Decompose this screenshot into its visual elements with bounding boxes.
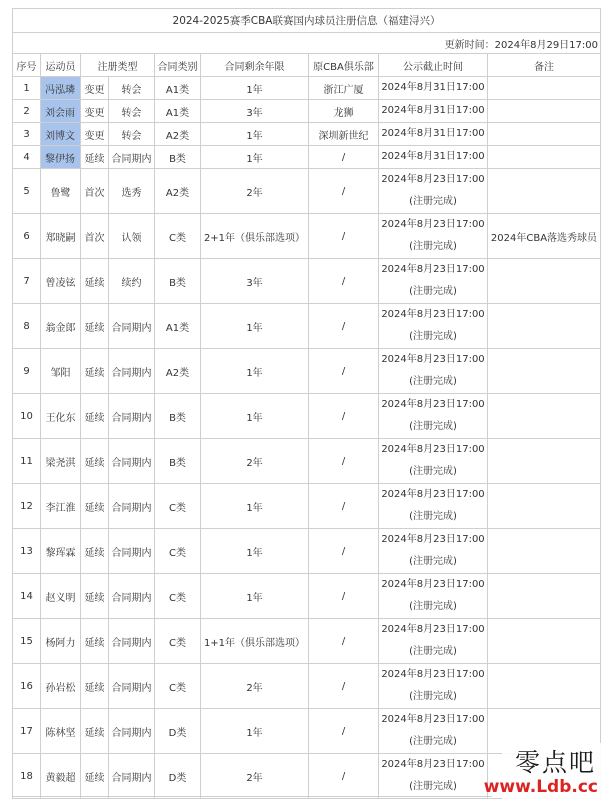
- former-club: /: [309, 169, 379, 214]
- contract-class: A1类: [155, 304, 201, 349]
- contract-years: 2年: [201, 754, 309, 799]
- reg-type-2: 合同期内: [109, 304, 155, 349]
- contract-class: B类: [155, 259, 201, 304]
- reg-type-2: 合同期内: [109, 664, 155, 709]
- contract-years: 3年: [201, 100, 309, 123]
- note-cell: 2024年CBA落选秀球员: [488, 214, 601, 259]
- note-cell: [488, 394, 601, 439]
- deadline-cell: [379, 259, 488, 304]
- table-row: [13, 259, 601, 304]
- reg-type-1: 变更: [81, 77, 109, 100]
- note-cell: [488, 529, 601, 574]
- former-club: 龙狮: [309, 100, 379, 123]
- deadline-time: 2024年8月31日17:00: [381, 105, 485, 116]
- contract-class: B类: [155, 439, 201, 484]
- reg-type-1: 延续: [81, 484, 109, 529]
- contract-years: 2+1年（俱乐部选项）: [201, 214, 309, 259]
- note-cell: [488, 484, 601, 529]
- reg-type-1: 延续: [81, 349, 109, 394]
- reg-type-1: 变更: [81, 123, 109, 146]
- contract-class: A2类: [155, 123, 201, 146]
- registration-table: [12, 8, 601, 799]
- row-no: 14: [13, 574, 41, 619]
- note-cell: [488, 146, 601, 169]
- contract-years: 1年: [201, 394, 309, 439]
- deadline-time: 2024年8月23日17:00: [381, 489, 485, 500]
- player-name: 陈林坚: [41, 709, 81, 754]
- reg-type-1: 延续: [81, 259, 109, 304]
- registration-status: (注册完成): [409, 421, 457, 432]
- reg-type-2: 选秀: [109, 169, 155, 214]
- player-name: 黎伊扬: [41, 146, 81, 169]
- former-club: /: [309, 484, 379, 529]
- note-cell: [488, 123, 601, 146]
- table-body: [13, 77, 601, 799]
- table-row: [13, 304, 601, 349]
- contract-class: A2类: [155, 169, 201, 214]
- reg-type-1: 延续: [81, 619, 109, 664]
- former-club: /: [309, 574, 379, 619]
- contract-years: 1年: [201, 484, 309, 529]
- deadline-cell: [379, 484, 488, 529]
- table-row: [13, 664, 601, 709]
- reg-type-1: 延续: [81, 664, 109, 709]
- deadline-cell: [379, 754, 488, 799]
- table-row: [13, 123, 601, 146]
- deadline-time: 2024年8月23日17:00: [381, 264, 485, 275]
- deadline-cell: [379, 709, 488, 754]
- reg-type-2: 转会: [109, 77, 155, 100]
- deadline-time: 2024年8月23日17:00: [381, 444, 485, 455]
- contract-years: 2年: [201, 439, 309, 484]
- note-cell: [488, 169, 601, 214]
- player-name: 杨阿力: [41, 619, 81, 664]
- deadline-time: 2024年8月23日17:00: [381, 309, 485, 320]
- reg-type-1: 变更: [81, 100, 109, 123]
- player-name: 鲁鹭: [41, 169, 81, 214]
- header-deadline: 公示截止时间: [379, 54, 488, 77]
- table-row: [13, 77, 601, 100]
- row-no: 11: [13, 439, 41, 484]
- note-cell: [488, 304, 601, 349]
- reg-type-1: 延续: [81, 146, 109, 169]
- header-row: [13, 54, 601, 77]
- note-cell: [488, 664, 601, 709]
- reg-type-2: 合同期内: [109, 394, 155, 439]
- former-club: /: [309, 304, 379, 349]
- reg-type-1: 延续: [81, 709, 109, 754]
- contract-class: C类: [155, 529, 201, 574]
- row-no: 8: [13, 304, 41, 349]
- deadline-cell: [379, 574, 488, 619]
- reg-type-1: 首次: [81, 169, 109, 214]
- deadline-time: 2024年8月23日17:00: [381, 174, 485, 185]
- registration-status: (注册完成): [409, 376, 457, 387]
- table-row: [13, 439, 601, 484]
- deadline-cell: [379, 394, 488, 439]
- watermark-logo-text: 零点吧: [514, 748, 596, 777]
- player-name: 黄毅超: [41, 754, 81, 799]
- reg-type-2: 转会: [109, 123, 155, 146]
- player-name: 曾凌铉: [41, 259, 81, 304]
- deadline-time: 2024年8月23日17:00: [381, 579, 485, 590]
- contract-class: B类: [155, 394, 201, 439]
- contract-years: 1年: [201, 574, 309, 619]
- player-name: 李江淮: [41, 484, 81, 529]
- contract-years: 2年: [201, 664, 309, 709]
- header-note: 备注: [488, 54, 601, 77]
- deadline-time: 2024年8月31日17:00: [381, 151, 485, 162]
- former-club: /: [309, 619, 379, 664]
- reg-type-2: 合同期内: [109, 574, 155, 619]
- reg-type-2: 合同期内: [109, 484, 155, 529]
- registration-status: (注册完成): [409, 466, 457, 477]
- contract-years: 3年: [201, 259, 309, 304]
- contract-years: 1年: [201, 304, 309, 349]
- note-cell: [488, 574, 601, 619]
- contract-years: 1+1年（俱乐部选项）: [201, 619, 309, 664]
- table-row: [13, 349, 601, 394]
- registration-status: (注册完成): [409, 781, 457, 792]
- contract-class: D类: [155, 754, 201, 799]
- player-name: 梁尧淇: [41, 439, 81, 484]
- row-no: 5: [13, 169, 41, 214]
- contract-years: 1年: [201, 146, 309, 169]
- player-name: 邹阳: [41, 349, 81, 394]
- row-no: 16: [13, 664, 41, 709]
- reg-type-2: 合同期内: [109, 146, 155, 169]
- player-name: 王化东: [41, 394, 81, 439]
- former-club: /: [309, 754, 379, 799]
- registration-status: (注册完成): [409, 331, 457, 342]
- note-cell: [488, 619, 601, 664]
- reg-type-1: 延续: [81, 439, 109, 484]
- former-club: /: [309, 259, 379, 304]
- row-no: 12: [13, 484, 41, 529]
- table-bottom-edge: [12, 796, 492, 802]
- deadline-cell: [379, 304, 488, 349]
- registration-status: (注册完成): [409, 511, 457, 522]
- registration-status: (注册完成): [409, 556, 457, 567]
- row-no: 15: [13, 619, 41, 664]
- contract-class: D类: [155, 709, 201, 754]
- contract-class: B类: [155, 146, 201, 169]
- registration-status: (注册完成): [409, 286, 457, 297]
- reg-type-1: 延续: [81, 754, 109, 799]
- deadline-cell: [379, 77, 488, 100]
- former-club: 浙江广厦: [309, 77, 379, 100]
- former-club: /: [309, 146, 379, 169]
- contract-class: C类: [155, 619, 201, 664]
- contract-class: A1类: [155, 77, 201, 100]
- registration-status: (注册完成): [409, 736, 457, 747]
- table-row: [13, 394, 601, 439]
- row-no: 1: [13, 77, 41, 100]
- reg-type-2: 合同期内: [109, 439, 155, 484]
- table-row: [13, 214, 601, 259]
- watermark: [483, 743, 602, 799]
- table-row: [13, 574, 601, 619]
- deadline-time: 2024年8月23日17:00: [381, 624, 485, 635]
- contract-years: 1年: [201, 529, 309, 574]
- note-cell: [488, 77, 601, 100]
- deadline-time: 2024年8月23日17:00: [381, 354, 485, 365]
- former-club: /: [309, 394, 379, 439]
- player-name: 孙岩松: [41, 664, 81, 709]
- row-no: 13: [13, 529, 41, 574]
- note-cell: [488, 100, 601, 123]
- former-club: /: [309, 709, 379, 754]
- contract-years: 1年: [201, 123, 309, 146]
- deadline-time: 2024年8月23日17:00: [381, 759, 485, 770]
- row-no: 9: [13, 349, 41, 394]
- table-row: [13, 484, 601, 529]
- reg-type-1: 延续: [81, 529, 109, 574]
- table-row: [13, 146, 601, 169]
- note-cell: [488, 259, 601, 304]
- row-no: 7: [13, 259, 41, 304]
- deadline-cell: [379, 439, 488, 484]
- reg-type-2: 合同期内: [109, 349, 155, 394]
- deadline-cell: [379, 100, 488, 123]
- deadline-cell: [379, 619, 488, 664]
- deadline-cell: [379, 169, 488, 214]
- former-club: 深圳新世纪: [309, 123, 379, 146]
- deadline-time: 2024年8月23日17:00: [381, 714, 485, 725]
- deadline-time: 2024年8月23日17:00: [381, 219, 485, 230]
- reg-type-1: 延续: [81, 304, 109, 349]
- deadline-cell: [379, 146, 488, 169]
- deadline-time: 2024年8月31日17:00: [381, 82, 485, 93]
- registration-status: (注册完成): [409, 241, 457, 252]
- watermark-url: www.Ldb.cc: [483, 777, 598, 797]
- former-club: /: [309, 529, 379, 574]
- contract-class: C类: [155, 574, 201, 619]
- deadline-time: 2024年8月23日17:00: [381, 669, 485, 680]
- reg-type-1: 延续: [81, 394, 109, 439]
- reg-type-1: 首次: [81, 214, 109, 259]
- header-years: 合同剩余年限: [201, 54, 309, 77]
- former-club: /: [309, 349, 379, 394]
- player-name: 黎珲霖: [41, 529, 81, 574]
- deadline-cell: [379, 664, 488, 709]
- contract-class: C类: [155, 214, 201, 259]
- header-reg-type: 注册类型: [81, 54, 155, 77]
- deadline-time: 2024年8月23日17:00: [381, 399, 485, 410]
- deadline-cell: [379, 123, 488, 146]
- registration-status: (注册完成): [409, 601, 457, 612]
- header-contract-class: 合同类别: [155, 54, 201, 77]
- contract-class: C类: [155, 664, 201, 709]
- row-no: 18: [13, 754, 41, 799]
- contract-class: A1类: [155, 100, 201, 123]
- player-name: 郑晓嗣: [41, 214, 81, 259]
- contract-class: C类: [155, 484, 201, 529]
- table-title: 2024-2025赛季CBA联赛国内球员注册信息（福建浔兴）: [13, 9, 601, 33]
- registration-status: (注册完成): [409, 646, 457, 657]
- reg-type-1: 延续: [81, 574, 109, 619]
- note-cell: [488, 439, 601, 484]
- update-time: 更新时间：2024年8月29日17:00: [13, 33, 601, 54]
- table-row: [13, 100, 601, 123]
- deadline-time: 2024年8月31日17:00: [381, 128, 485, 139]
- row-no: 17: [13, 709, 41, 754]
- table-row: [13, 169, 601, 214]
- reg-type-2: 合同期内: [109, 619, 155, 664]
- row-no: 4: [13, 146, 41, 169]
- reg-type-2: 合同期内: [109, 709, 155, 754]
- contract-years: 1年: [201, 349, 309, 394]
- contract-years: 1年: [201, 709, 309, 754]
- row-no: 10: [13, 394, 41, 439]
- deadline-cell: [379, 214, 488, 259]
- reg-type-2: 续约: [109, 259, 155, 304]
- deadline-cell: [379, 529, 488, 574]
- player-name: 刘会雨: [41, 100, 81, 123]
- player-name: 赵义明: [41, 574, 81, 619]
- reg-type-2: 转会: [109, 100, 155, 123]
- former-club: /: [309, 664, 379, 709]
- contract-years: 1年: [201, 77, 309, 100]
- player-name: 冯泓璘: [41, 77, 81, 100]
- registration-status: (注册完成): [409, 196, 457, 207]
- header-no: 序号: [13, 54, 41, 77]
- contract-years: 2年: [201, 169, 309, 214]
- deadline-cell: [379, 349, 488, 394]
- header-club: 原CBA俱乐部: [309, 54, 379, 77]
- table-row: [13, 619, 601, 664]
- row-no: 3: [13, 123, 41, 146]
- reg-type-2: 合同期内: [109, 754, 155, 799]
- row-no: 2: [13, 100, 41, 123]
- former-club: /: [309, 439, 379, 484]
- registration-status: (注册完成): [409, 691, 457, 702]
- note-cell: [488, 349, 601, 394]
- contract-class: A2类: [155, 349, 201, 394]
- reg-type-2: 合同期内: [109, 529, 155, 574]
- row-no: 6: [13, 214, 41, 259]
- header-name: 运动员: [41, 54, 81, 77]
- deadline-time: 2024年8月23日17:00: [381, 534, 485, 545]
- table-row: [13, 529, 601, 574]
- player-name: 刘博文: [41, 123, 81, 146]
- former-club: /: [309, 214, 379, 259]
- player-name: 翁金郎: [41, 304, 81, 349]
- reg-type-2: 认领: [109, 214, 155, 259]
